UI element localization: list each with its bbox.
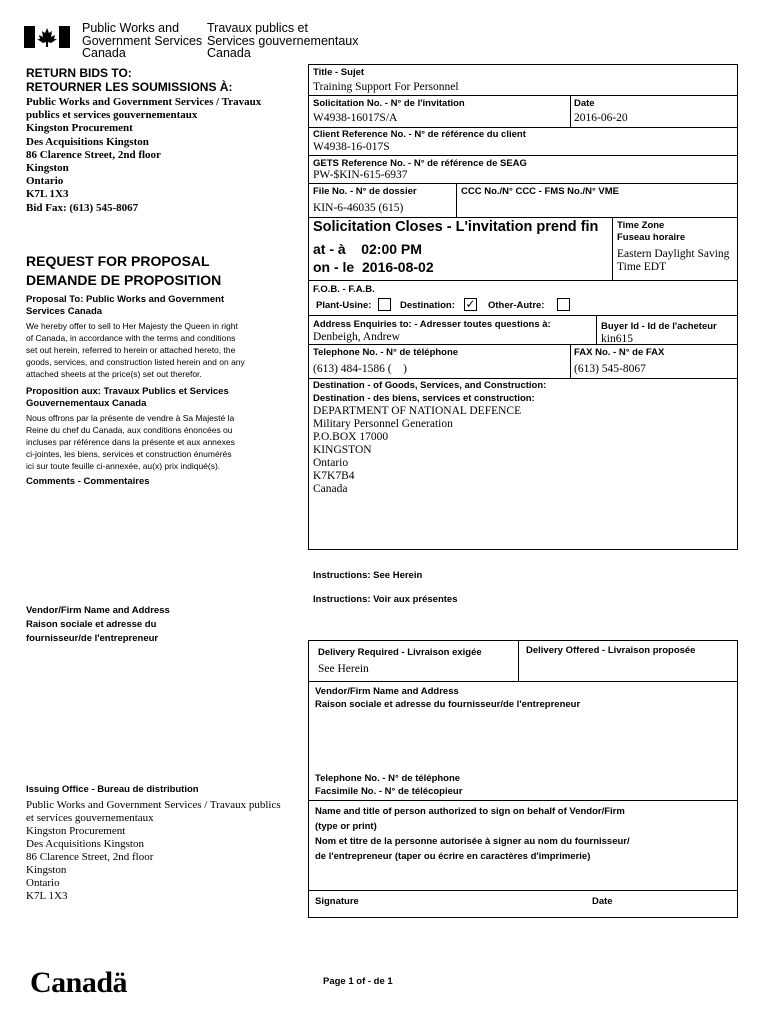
ccc-number-label: CCC No./N° CCC - FMS No./N° VME — [461, 186, 620, 197]
rfp-title-fr: DEMANDE DE PROPOSITION — [26, 272, 222, 288]
return-bids-heading-fr: RETOURNER LES SOUMISSIONS À: — [26, 80, 233, 94]
destination-label: Destination: — [400, 300, 455, 311]
divider — [308, 681, 738, 682]
closing-time: at - à 02:00 PM — [313, 241, 422, 257]
instructions-en: Instructions: See Herein — [313, 570, 423, 581]
telephone-value: (613) 484-1586 ( ) — [313, 363, 407, 375]
canada-flag-icon — [24, 26, 70, 48]
page-number: Page 1 of - de 1 — [323, 976, 393, 987]
divider — [308, 183, 738, 184]
department-name-en: Public Works and Government Services Canada — [82, 21, 203, 60]
client-reference-label: Client Reference No. - N° de référence du client — [313, 129, 526, 140]
divider — [456, 183, 457, 217]
divider — [308, 378, 738, 379]
title-label: Title - Sujet — [313, 67, 365, 78]
client-reference-value: W4938-16-017S — [313, 141, 390, 153]
delivery-offered-label: Delivery Offered - Livraison proposée — [526, 645, 696, 656]
issuing-office-label: Issuing Office - Bureau de distribution — [26, 784, 199, 795]
divider — [308, 217, 738, 218]
address-enquiries-label: Address Enquiries to: - Adresser toutes questions à: — [313, 319, 551, 330]
time-zone-value: Eastern Daylight Saving Time EDT — [617, 248, 730, 273]
buyer-id-label: Buyer Id - Id de l'acheteur — [601, 321, 717, 332]
divider — [570, 95, 571, 127]
destination-of-goods-value: DEPARTMENT OF NATIONAL DEFENCE Military Personnel Generation P.O.BOX 17000 KINGSTON Ontario K7K7B4 Canada — [313, 405, 522, 495]
divider — [570, 344, 571, 378]
divider — [308, 95, 738, 96]
address-enquiries-value: Denbeigh, Andrew — [313, 331, 400, 343]
authorized-person-field[interactable] — [312, 864, 732, 888]
date-label: Date — [574, 98, 595, 109]
file-number-label: File No. - N° de dossier — [313, 186, 417, 197]
divider — [596, 315, 597, 344]
proposition-label: Proposition aux: Travaux Publics et Services Gouvernementaux Canada — [26, 386, 229, 409]
destination-of-goods-label: Destination - of Goods, Services, and Construction: Destination - des biens, services et construction: — [313, 380, 547, 404]
divider — [308, 890, 738, 891]
divider — [518, 640, 519, 681]
destination-checkbox[interactable]: ✓ — [465, 297, 476, 311]
fob-label: F.O.B. - F.A.B. — [313, 284, 375, 295]
fax-value: (613) 545-8067 — [574, 363, 646, 375]
closing-date: on - le 2016-08-02 — [313, 259, 434, 275]
proposal-to-text: We hereby offer to sell to Her Majesty the Queen in right of Canada, in accordance with the terms and conditions set out herein, referred to herein or attached hereto, the goods, services, and construction listed herein and on any attached sheets at the price(s) set out therefor. — [26, 321, 245, 379]
solicitation-label: Solicitation No. - N° de l'invitation — [313, 98, 465, 109]
vendor-firm-field[interactable] — [312, 714, 732, 766]
authorized-person-label: Name and title of person authorized to sign on behalf of Vendor/Firm (type or print) Nom et titre de la personne autorisée à signer au nom du fournisseur/ de l'entrepreneur (taper ou écrire en caractères d'imprimerie) — [315, 806, 630, 862]
other-autre-checkbox[interactable] — [557, 298, 570, 311]
plant-usine-checkbox[interactable] — [378, 298, 391, 311]
solicitation-closes-title: Solicitation Closes - L'invitation prend fin — [313, 219, 599, 235]
divider — [308, 800, 738, 801]
divider — [612, 217, 613, 280]
delivery-required-label: Delivery Required - Livraison exigée — [318, 647, 482, 658]
return-bids-heading-en: RETURN BIDS TO: — [26, 66, 132, 80]
signature-date-label: Date — [592, 896, 613, 907]
title-value: Training Support For Personnel — [313, 81, 459, 93]
delivery-offered-field[interactable] — [522, 658, 734, 678]
delivery-required-value: See Herein — [318, 663, 369, 675]
rfp-title-en: REQUEST FOR PROPOSAL — [26, 253, 210, 269]
fax-label: FAX No. - N° de FAX — [574, 347, 665, 358]
divider — [308, 344, 738, 345]
proposal-to-label: Proposal To: Public Works and Government Services Canada — [26, 294, 225, 317]
solicitation-value: W4938-16017S/A — [313, 112, 398, 124]
phone-fax-label: Telephone No. - N° de téléphone Facsimile No. - N° de télécopieur — [315, 773, 463, 797]
department-name-fr: Travaux publics et Services gouvernementaux Canada — [207, 21, 359, 60]
canada-wordmark: Canadä — [30, 966, 128, 999]
divider — [308, 315, 738, 316]
instructions-fr: Instructions: Voir aux présentes — [313, 594, 458, 605]
date-value: 2016-06-20 — [574, 112, 628, 124]
gets-reference-value: PW-$KIN-615-6937 — [313, 169, 408, 181]
other-autre-label: Other-Autre: — [488, 300, 545, 311]
proposition-text: Nous offrons par la présente de vendre à Sa Majesté la Reine du chef du Canada, aux conditions énoncées ou incluses par référence dans la présente et aux annexes ci-jointes, les biens, services et construction énumérés ici sur toute feuille ci-annexée, au(x) prix indiqué(s). — [26, 413, 235, 471]
divider — [308, 155, 738, 156]
divider — [308, 127, 738, 128]
vendor-firm-label-left: Vendor/Firm Name and Address Raison sociale et adresse du fournisseur/de l'entrepreneur — [26, 605, 170, 644]
vendor-firm-label: Vendor/Firm Name and Address Raison sociale et adresse du fournisseur/de l'entrepreneur — [315, 686, 581, 710]
plant-usine-label: Plant-Usine: — [316, 300, 372, 311]
signature-label: Signature — [315, 896, 359, 907]
return-bids-address: Public Works and Government Services / Travaux publics et services gouvernementaux Kingston Procurement Des Acquisitions Kingston 86 Clarence Street, 2nd floor Kingston Ontario K7L 1X3 Bid Fax: (613) 545-8067 — [26, 96, 262, 214]
telephone-label: Telephone No. - N° de téléphone — [313, 347, 459, 358]
time-zone-label: Time Zone Fuseau horaire — [617, 220, 686, 243]
issuing-office-address: Public Works and Government Services / Travaux publics et services gouvernementaux Kingston Procurement Des Acquisitions Kingston 86 Clarence Street, 2nd floor Kingston Ontario K7L 1X3 — [26, 799, 281, 902]
buyer-id-value: kin615 — [601, 333, 633, 345]
file-number-value: KIN-6-46035 (615) — [313, 202, 404, 214]
gets-reference-label: GETS Reference No. - N° de référence de SEAG — [313, 158, 527, 169]
comments-label: Comments - Commentaires — [26, 476, 150, 487]
divider — [308, 280, 738, 281]
